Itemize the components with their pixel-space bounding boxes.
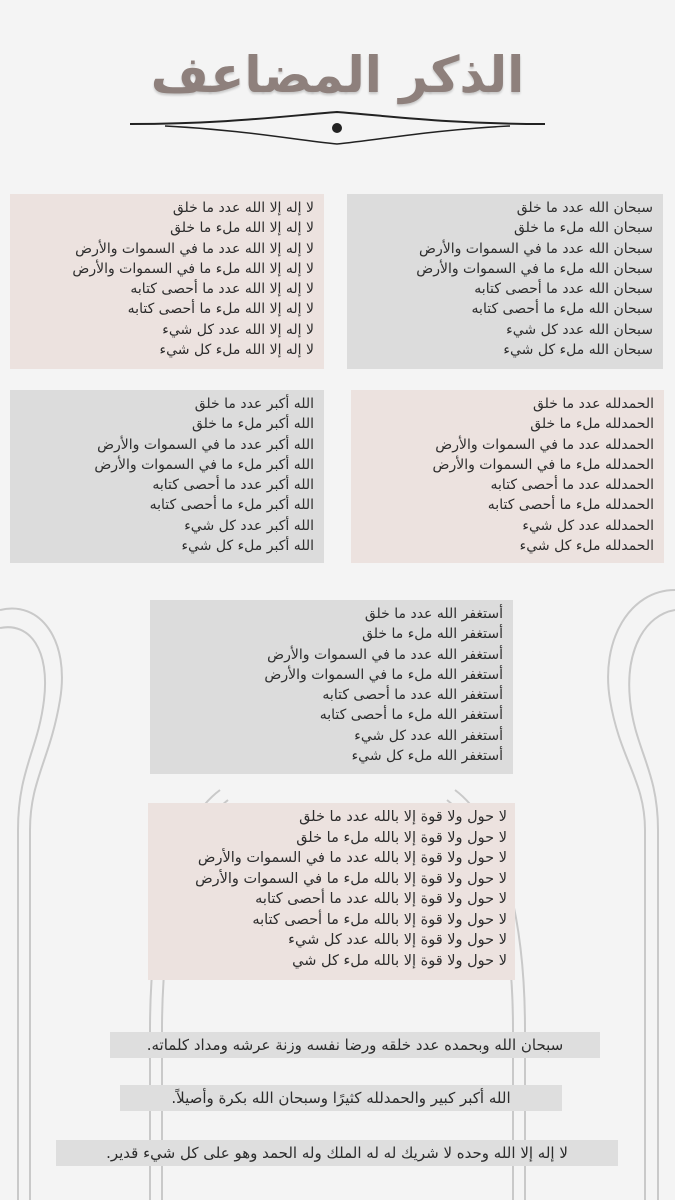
dhikr-line: سبحان الله ملء كل شيء xyxy=(503,342,653,359)
dhikr-line: لا حول ولا قوة إلا بالله ملء ما خلق xyxy=(296,829,507,846)
dhikr-line: سبحان الله عدد ما أحصى كتابه xyxy=(474,281,653,298)
dhikr-line: الله أكبر ملء ما أحصى كتابه xyxy=(149,497,314,514)
dhikr-line: لا إله إلا الله ملء ما في السموات والأرض xyxy=(72,260,314,277)
dhikr-line: لا إله إلا الله عدد ما خلق xyxy=(172,200,314,216)
ornament-divider-icon xyxy=(125,110,550,146)
dhikr-line: الحمدلله عدد ما أحصى كتابه xyxy=(490,477,654,494)
dhikr-line: لا حول ولا قوة إلا بالله ملء ما أحصى كتابه xyxy=(252,911,507,928)
dhikr-line: الله أكبر عدد ما خلق xyxy=(194,396,314,412)
dhikr-line: أستغفر الله عدد ما في السموات والأرض xyxy=(267,646,503,663)
dhikr-box-tasbih xyxy=(347,194,663,369)
dhikr-line: لا حول ولا قوة إلا بالله عدد كل شيء xyxy=(288,932,507,948)
dhikr-line: الحمدلله ملء ما أحصى كتابه xyxy=(487,497,654,514)
dhikr-line: الله أكبر عدد كل شيء xyxy=(184,517,314,534)
dhikr-line: لا حول ولا قوة إلا بالله ملء كل شي xyxy=(292,952,507,969)
dhikr-line: سبحان الله ملء ما أحصى كتابه xyxy=(471,301,653,318)
dhikr-line: لا حول ولا قوة إلا بالله عدد ما أحصى كتابه xyxy=(255,891,507,907)
dhikr-line: أستغفر الله ملء ما أحصى كتابه xyxy=(319,707,503,724)
dhikr-line: لا إله إلا الله عدد ما في السموات والأرض xyxy=(75,240,314,257)
dhikr-line: لا إله إلا الله ملء ما خلق xyxy=(170,220,314,237)
dhikr-line: سبحان الله عدد كل شيء xyxy=(506,321,653,338)
dhikr-line: الله أكبر عدد ما أحصى كتابه xyxy=(152,477,314,494)
dhikr-line: سبحان الله عدد ما خلق xyxy=(516,200,653,216)
dhikr-line: الحمدلله ملء كل شيء xyxy=(519,538,654,555)
bottom-dhikr-line: سبحان الله وبحمده عدد خلقه ورضا نفسه وزنة عرشه ومداد كلماته. xyxy=(110,1032,600,1058)
dhikr-line: أستغفر الله ملء كل شيء xyxy=(351,748,503,765)
dhikr-line: أستغفر الله عدد ما أحصى كتابه xyxy=(322,687,503,704)
dhikr-line: الله أكبر ملء كل شيء xyxy=(181,538,314,555)
dhikr-line: الحمدلله ملء ما خلق xyxy=(530,416,654,433)
dhikr-line: الحمدلله عدد كل شيء xyxy=(522,517,654,534)
bottom-dhikr-line: الله أكبر كبير والحمدلله كثيرًا وسبحان الله بكرة وأصيلاً. xyxy=(120,1085,562,1111)
bottom-dhikr-line: لا إله إلا الله وحده لا شريك له له الملك وله الحمد وهو على كل شيء قدير. xyxy=(56,1140,618,1166)
dhikr-line: لا حول ولا قوة إلا بالله عدد ما خلق xyxy=(299,809,507,825)
dhikr-box-takbir xyxy=(10,390,324,563)
dhikr-line: لا إله إلا الله ملء كل شيء xyxy=(159,342,314,359)
dhikr-line: أستغفر الله عدد كل شيء xyxy=(354,727,503,744)
page-title: الذكر المضاعف xyxy=(150,46,525,104)
dhikr-line: سبحان الله عدد ما في السموات والأرض xyxy=(419,240,653,257)
dhikr-line: لا إله إلا الله ملء ما أحصى كتابه xyxy=(127,301,314,318)
dhikr-line: أستغفر الله ملء ما في السموات والأرض xyxy=(264,666,503,683)
dhikr-line: الحمدلله عدد ما خلق xyxy=(532,396,654,412)
dhikr-line: الله أكبر عدد ما في السموات والأرض xyxy=(97,436,314,453)
dhikr-box-istighfar xyxy=(150,600,513,774)
dhikr-line: الحمدلله عدد ما في السموات والأرض xyxy=(435,436,654,453)
dhikr-line: سبحان الله ملء ما في السموات والأرض xyxy=(416,260,653,277)
dhikr-line: لا حول ولا قوة إلا بالله ملء ما في السموات والأرض xyxy=(195,870,507,887)
dhikr-box-tahmid xyxy=(351,390,664,563)
dhikr-box-tahlil xyxy=(10,194,324,369)
dhikr-line: أستغفر الله عدد ما خلق xyxy=(364,606,503,622)
dhikr-line: الله أكبر ملء ما خلق xyxy=(191,416,314,433)
dhikr-box-hawqala xyxy=(148,803,515,980)
dhikr-line: لا حول ولا قوة إلا بالله عدد ما في السموات والأرض xyxy=(197,850,507,866)
dhikr-line: سبحان الله ملء ما خلق xyxy=(513,220,653,237)
dhikr-line: أستغفر الله ملء ما خلق xyxy=(362,626,503,643)
dhikr-line: الحمدلله ملء ما في السموات والأرض xyxy=(432,456,654,473)
dhikr-line: الله أكبر ملء ما في السموات والأرض xyxy=(94,456,314,473)
dhikr-line: لا إله إلا الله عدد ما أحصى كتابه xyxy=(130,281,314,298)
dhikr-line: لا إله إلا الله عدد كل شيء xyxy=(162,321,314,338)
